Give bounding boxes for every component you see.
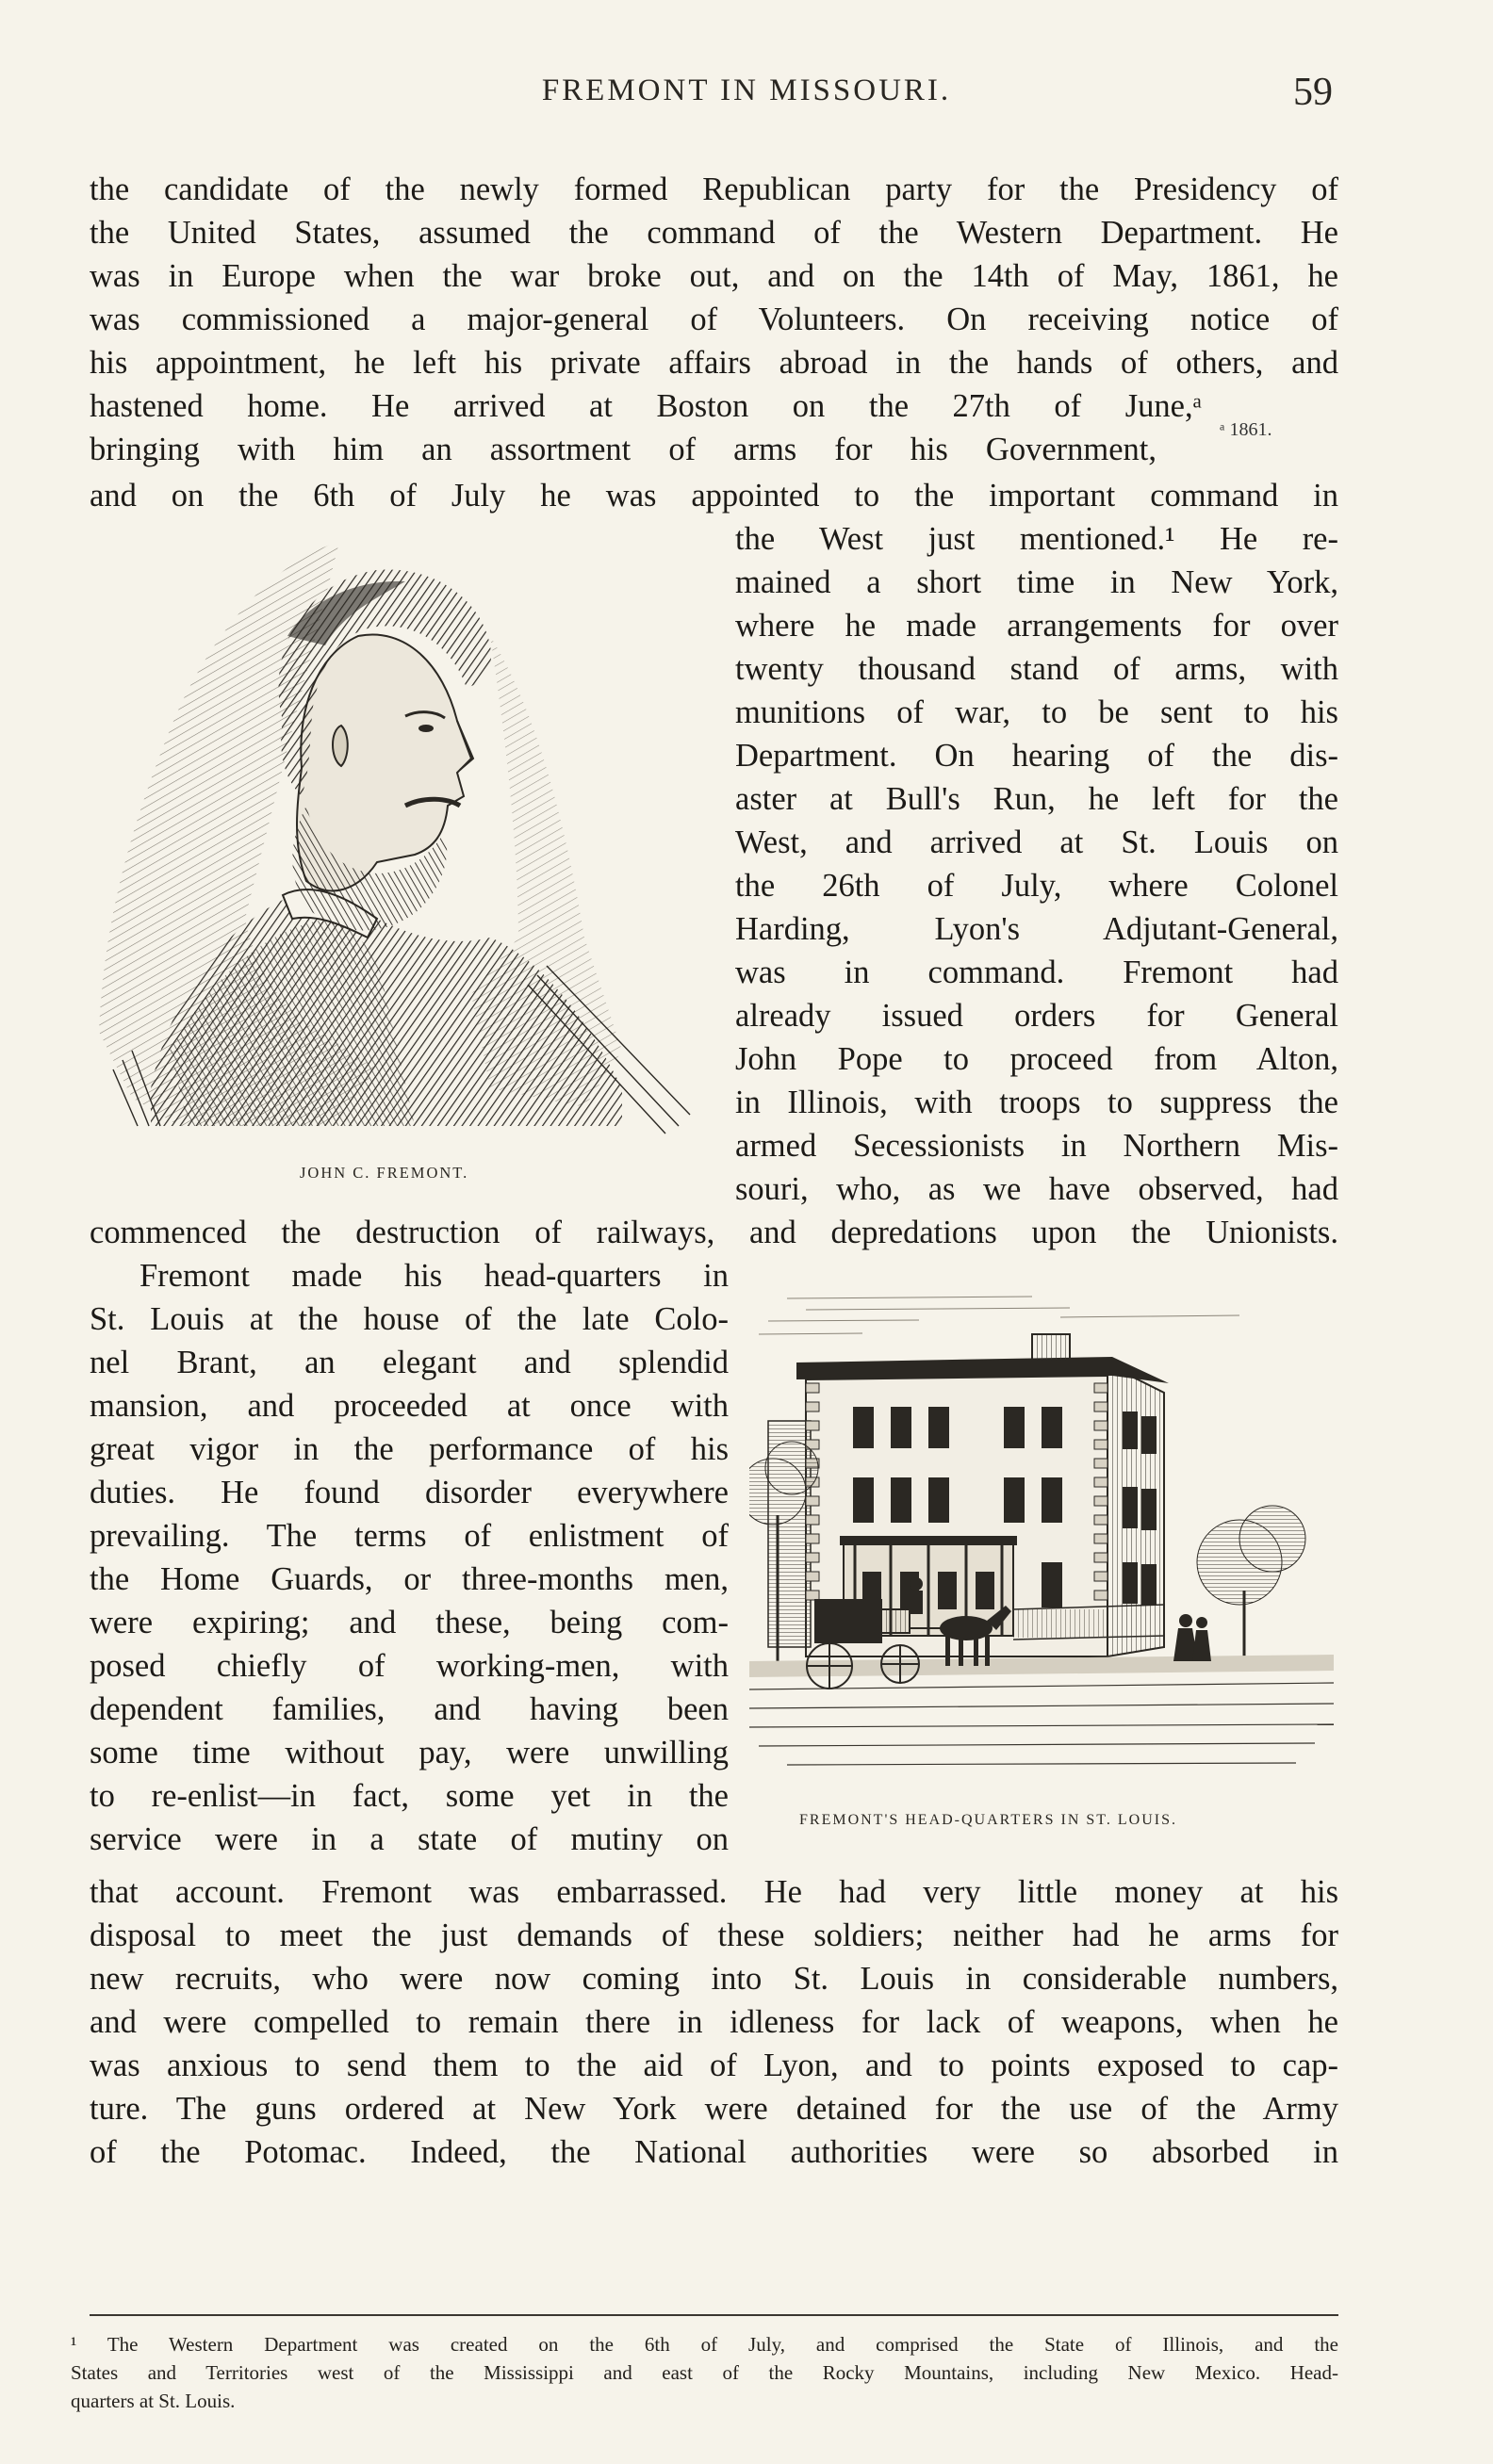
text-line: the 26th of July, where Colonel [735, 868, 1338, 904]
text-line: new recruits, who were now coming into St. Louis in considerable numbers, [90, 1961, 1338, 1997]
portrait-engraving [94, 523, 697, 1145]
text-line: were expiring; and these, being com- [90, 1605, 729, 1640]
text-line: nel Brant, an elegant and splendid [90, 1345, 729, 1380]
text-line: Harding, Lyon's Adjutant-General, [735, 911, 1338, 947]
text-line: and on the 6th of July he was appointed to the important command in [90, 478, 1338, 514]
text-line: the United States, assumed the command of the Western Department. He [90, 215, 1338, 251]
text-line: ture. The guns ordered at New York were detained for the use of the Army [90, 2091, 1338, 2127]
headquarters-engraving [749, 1289, 1334, 1788]
text-line: aster at Bull's Run, he left for the [735, 781, 1338, 817]
text-line: was anxious to send them to the aid of Lyon, and to points exposed to cap- [90, 2048, 1338, 2083]
footnote-line: States and Territories west of the Mississippi and east of the Rocky Mountains, including New Mexico. Head- [71, 2361, 1338, 2384]
text-line: service were in a state of mutiny on [90, 1821, 729, 1857]
text-line: armed Secessionists in Northern Mis- [735, 1128, 1338, 1164]
text-line: souri, who, as we have observed, had [735, 1171, 1338, 1207]
text-line: where he made arrangements for over [735, 608, 1338, 644]
text-line: and were compelled to remain there in idleness for lack of weapons, when he [90, 2004, 1338, 2040]
building-caption: FREMONT'S HEAD-QUARTERS IN ST. LOUIS. [799, 1812, 1177, 1828]
margin-date-note: ᵃ 1861. [1220, 419, 1272, 440]
text-line: mansion, and proceeded at once with [90, 1388, 729, 1424]
text-line: prevailing. The terms of enlistment of [90, 1518, 729, 1554]
portrait-caption: JOHN C. FREMONT. [300, 1164, 469, 1182]
text-line: already issued orders for General [735, 998, 1338, 1034]
text-line: dependent families, and having been [90, 1691, 729, 1727]
text-line: duties. He found disorder everywhere [90, 1475, 729, 1510]
text-line: mained a short time in New York, [735, 564, 1338, 600]
text-line: the candidate of the newly formed Republican party for the Presidency of [90, 171, 1338, 207]
text-line: that account. Fremont was embarrassed. He had very little money at his [90, 1874, 1338, 1910]
text-line: John Pope to proceed from Alton, [735, 1041, 1338, 1077]
text-line: to re-enlist—in fact, some yet in the [90, 1778, 729, 1814]
text-line: bringing with him an assortment of arms for his Government, [90, 432, 1157, 467]
text-line: the Home Guards, or three-months men, [90, 1561, 729, 1597]
text-line: Fremont made his head-quarters in [139, 1258, 729, 1294]
text-line: in Illinois, with troops to suppress the [735, 1085, 1338, 1120]
text-line: St. Louis at the house of the late Colo- [90, 1301, 729, 1337]
page-number: 59 [1293, 71, 1333, 114]
text-line: Department. On hearing of the dis- [735, 738, 1338, 774]
footnote-line: quarters at St. Louis. [71, 2390, 236, 2412]
text-line: munitions of war, to be sent to his [735, 694, 1338, 730]
text-line: commenced the destruction of railways, and depredations upon the Unionists. [90, 1215, 1338, 1250]
text-line: hastened home. He arrived at Boston on the 27th of June,ᵃ [90, 388, 1202, 424]
text-line: was commissioned a major-general of Volunteers. On receiving notice of [90, 302, 1338, 337]
text-line: was in Europe when the war broke out, and on the 14th of May, 1861, he [90, 258, 1338, 294]
text-line: some time without pay, were unwilling [90, 1735, 729, 1770]
text-line: disposal to meet the just demands of these soldiers; neither had he arms for [90, 1917, 1338, 1953]
running-header: FREMONT IN MISSOURI. [541, 73, 952, 107]
text-line: posed chiefly of working-men, with [90, 1648, 729, 1684]
text-line: the West just mentioned.¹ He re- [735, 521, 1338, 557]
text-line: his appointment, he left his private affairs abroad in the hands of others, and [90, 345, 1338, 381]
footnote-rule [90, 2314, 1338, 2316]
text-line: twenty thousand stand of arms, with [735, 651, 1338, 687]
text-line: great vigor in the performance of his [90, 1431, 729, 1467]
text-line: of the Potomac. Indeed, the National authorities were so absorbed in [90, 2134, 1338, 2170]
footnote-line: ¹ The Western Department was created on the 6th of July, and comprised the State of Illinois, and the [71, 2333, 1338, 2356]
text-line: West, and arrived at St. Louis on [735, 824, 1338, 860]
text-line: was in command. Fremont had [735, 955, 1338, 990]
